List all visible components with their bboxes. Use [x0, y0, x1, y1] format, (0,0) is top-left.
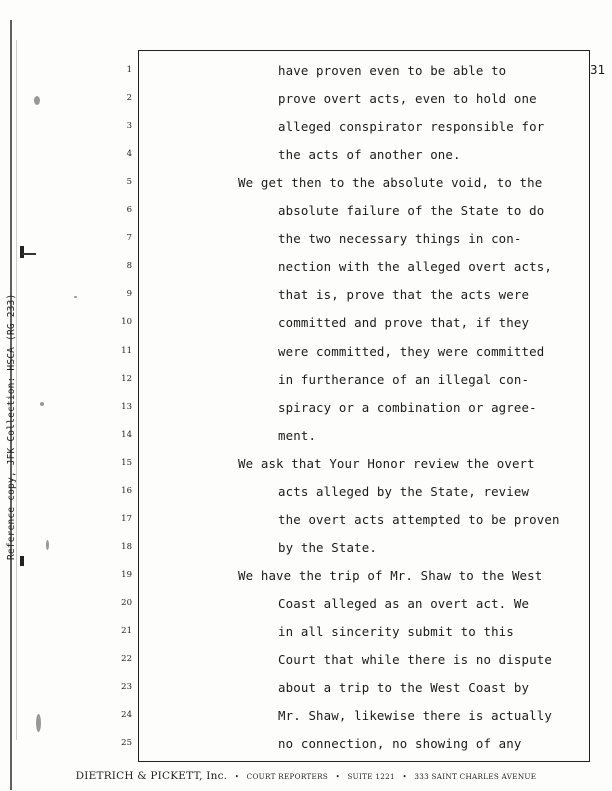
archive-reference-stamp: Reference copy, JFK Collection: HSCA (RG 233)	[6, 293, 17, 560]
line-number: 10	[121, 317, 132, 328]
line-number: 15	[121, 457, 132, 468]
transcript-text	[138, 50, 590, 762]
scan-speck	[74, 296, 77, 298]
line-number: 25	[121, 738, 132, 749]
line-number: 23	[121, 682, 132, 693]
transcript-line: by the State.	[278, 539, 377, 555]
footer-separator: •	[402, 773, 407, 781]
footer-separator: •	[234, 773, 240, 781]
stamp-bracket-top	[20, 246, 24, 258]
transcript-line: acts alleged by the State, review	[278, 483, 530, 499]
line-number: 20	[121, 597, 132, 608]
scan-speck	[46, 540, 49, 550]
line-number: 6	[126, 205, 132, 216]
transcript-line: in furtherance of an illegal con-	[278, 371, 530, 387]
scan-speck	[34, 96, 40, 105]
transcript-line: the overt acts attempted to be proven	[278, 511, 560, 527]
line-number: 5	[126, 177, 132, 188]
scan-speck	[36, 714, 41, 732]
transcript-line: prove overt acts, even to hold one	[278, 91, 537, 107]
line-number: 24	[121, 710, 132, 721]
line-number: 4	[126, 149, 132, 160]
transcript-line: about a trip to the West Coast by	[278, 680, 530, 696]
transcript-line: the two necessary things in con-	[278, 231, 522, 247]
line-number: 1	[126, 65, 132, 75]
transcript-line: nection with the alleged overt acts,	[278, 259, 552, 275]
footer-suite: SUITE 1221	[347, 772, 395, 781]
line-number: 7	[126, 233, 132, 244]
transcript-line: Mr. Shaw, likewise there is actually	[278, 708, 552, 724]
line-number: 8	[126, 261, 132, 272]
footer-separator: •	[335, 773, 340, 781]
line-number: 14	[121, 429, 132, 440]
transcript-line: that is, prove that the acts were	[278, 287, 530, 303]
page-number: 31	[590, 62, 606, 77]
reporter-footer	[0, 770, 612, 782]
footer-address: 333 SAINT CHARLES AVENUE	[414, 772, 537, 781]
line-number: 19	[121, 569, 132, 580]
stamp-bracket-bottom	[20, 556, 24, 566]
footer-court-reporters: COURT REPORTERS	[246, 772, 329, 781]
transcript-line: alleged conspirator responsible for	[278, 119, 545, 135]
line-number: 11	[121, 345, 132, 356]
line-number: 17	[121, 513, 132, 524]
transcript-line: in all sincerity submit to this	[278, 624, 514, 639]
line-number: 9	[126, 289, 132, 300]
transcript-line: committed and prove that, if they	[278, 315, 530, 331]
line-number: 18	[121, 541, 132, 552]
line-number: 16	[121, 485, 132, 496]
transcript-line: no connection, no showing of any	[278, 736, 522, 752]
line-number: 3	[126, 121, 132, 132]
transcript-line: ment.	[278, 427, 317, 443]
line-number: 2	[126, 93, 132, 104]
transcript-line: Court that while there is no dispute	[278, 652, 552, 668]
transcript-line: have proven even to be able to	[278, 63, 507, 78]
transcript-line: were committed, they were committed	[278, 343, 545, 359]
transcript-line: the acts of another one.	[278, 147, 461, 163]
transcript-line: We get then to the absolute void, to the	[238, 175, 543, 191]
transcript-line: We ask that Your Honor review the overt	[238, 455, 535, 471]
line-number: 13	[121, 401, 132, 412]
line-number: 21	[121, 626, 132, 636]
transcript-line: spiracy or a combination or agree-	[278, 399, 537, 415]
transcript-line: Coast alleged as an overt act. We	[278, 595, 530, 611]
line-number: 12	[121, 373, 132, 384]
stamp-bracket-tick	[22, 253, 36, 255]
transcript-line: absolute failure of the State to do	[278, 203, 545, 219]
line-number-column	[100, 50, 136, 762]
transcript-line: We have the trip of Mr. Shaw to the West	[238, 567, 543, 583]
firm-name: DIETRICH & PICKETT, Inc.	[75, 770, 228, 782]
scan-speck	[40, 402, 44, 406]
line-number: 22	[121, 654, 132, 665]
